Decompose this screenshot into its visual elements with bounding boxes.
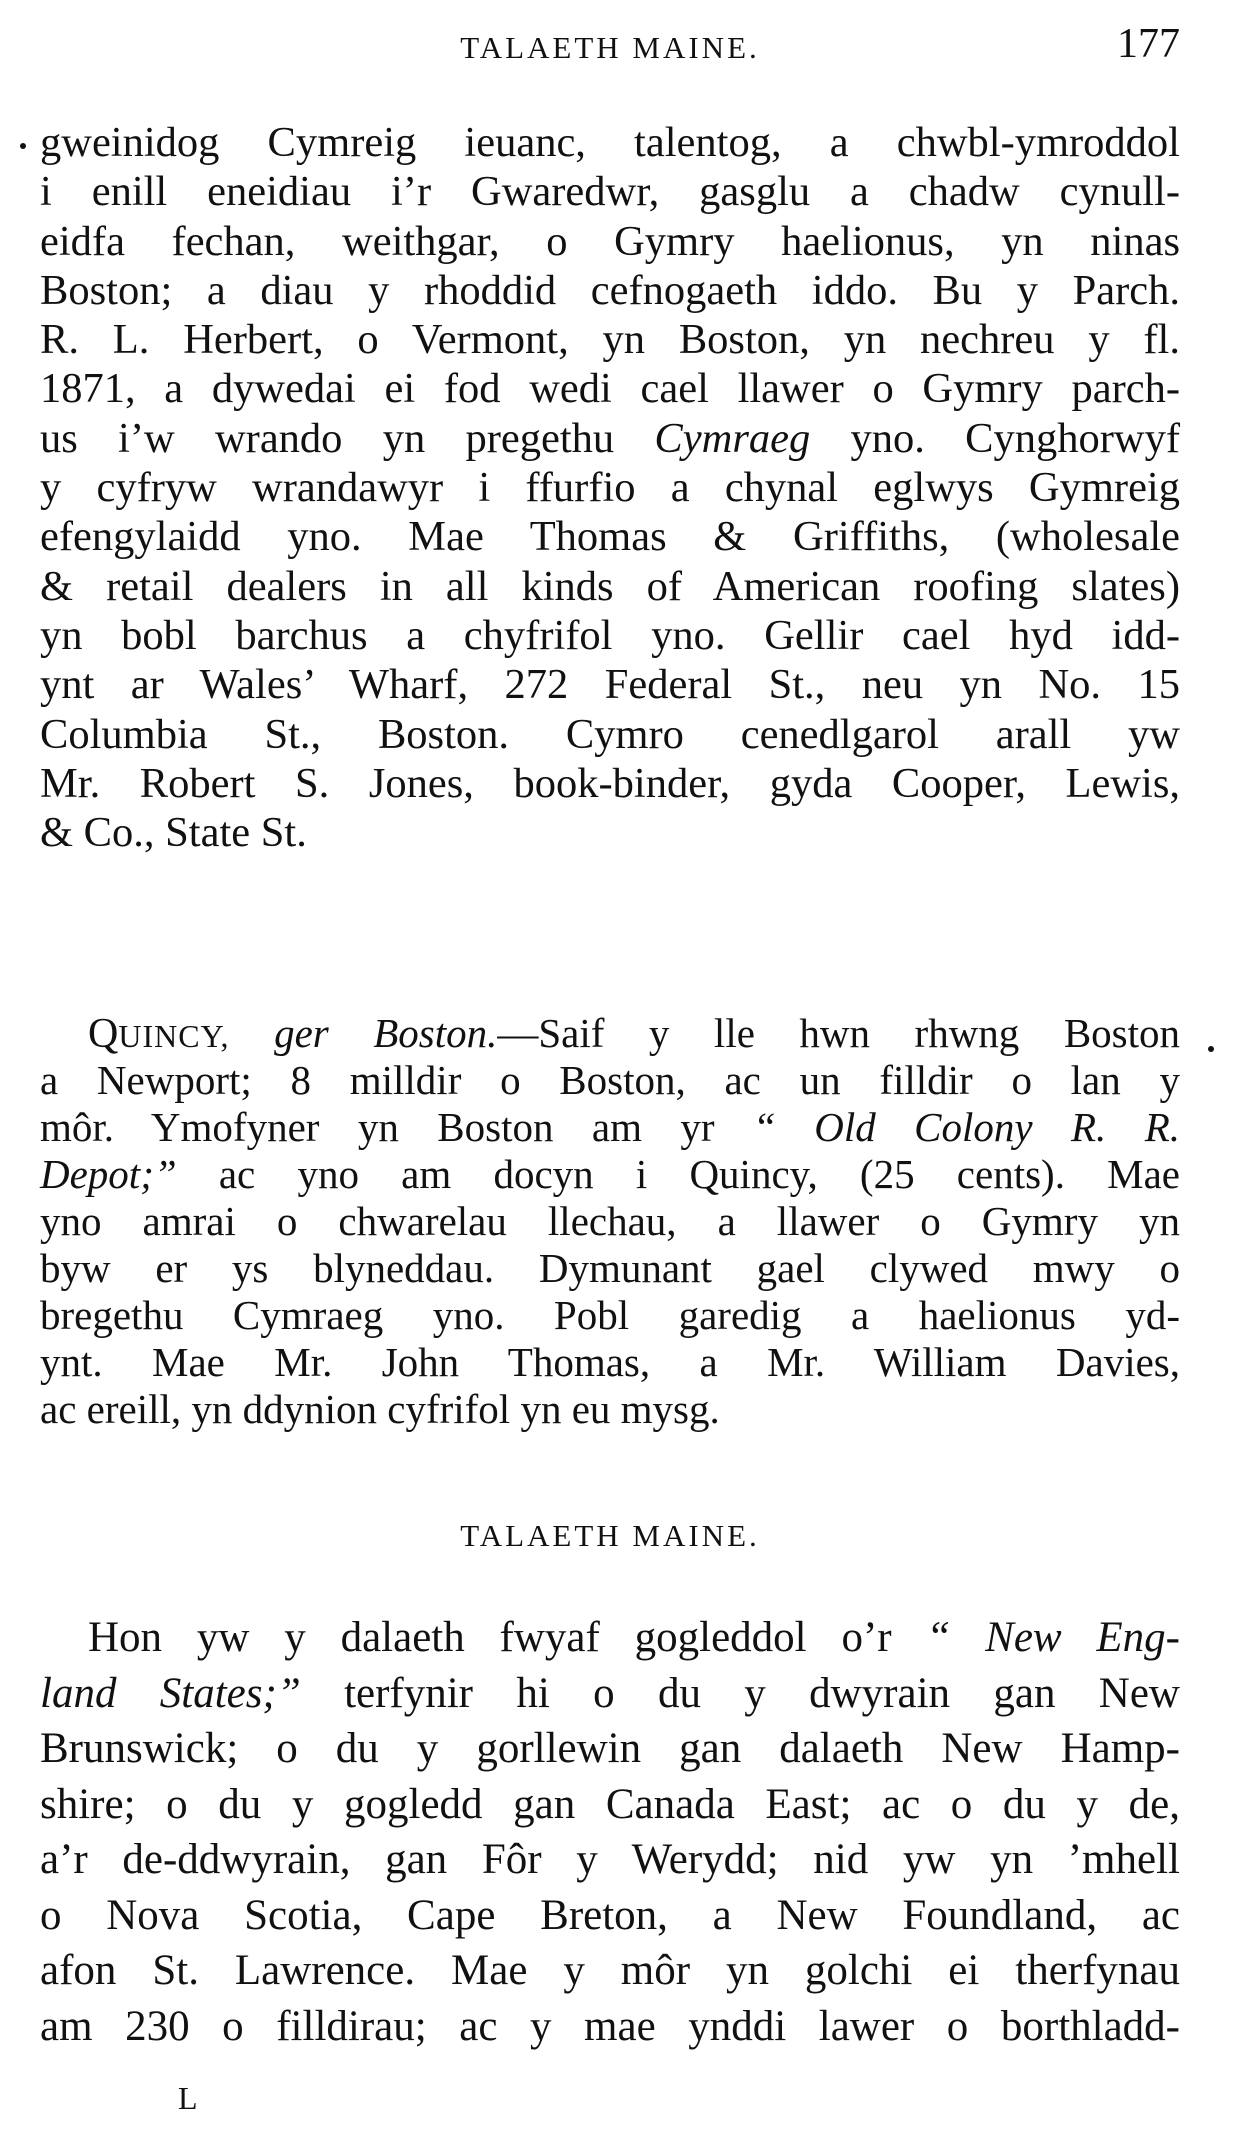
italic-run: ger Boston. [274,1010,498,1056]
italic-run: “ New Eng- [926,1614,1180,1661]
italic-run: Depot;” [40,1151,177,1197]
text-line: byw er ys blyneddau. Dymunant gael clywed mwy o [40,1245,1180,1291]
text-line: ynt ar Wales’ Wharf, 272 Federal St., neu yn No. 15 [40,661,1180,709]
text-line [40,1610,1180,1666]
section-heading: TALAETH MAINE. [460,1518,760,1553]
italic-run: land States;” [40,1669,301,1717]
text-line [40,1104,1180,1151]
place-name-initial: Q [88,1011,119,1057]
text-run: môr. Ymofyner yn Boston am yr [40,1104,753,1150]
text-line [40,1666,1180,1722]
signature-mark: L [178,2080,198,2116]
text-line: ynt. Mae Mr. John Thomas, a Mr. William Davies, [40,1339,1180,1385]
text-line: bregethu Cymraeg yno. Pobl garedig a haelionus yd- [40,1292,1180,1338]
paragraph-maine [40,1610,1180,2054]
text-line: & retail dealers in all kinds of American roofing slates) [40,562,1180,610]
page-number: 177 [1117,21,1180,67]
text-run: terfynir hi o du y dwyrain gan New [300,1669,1180,1717]
text-line: & Co., State St. [40,809,307,857]
text-line: Boston; a diau y rhoddid cefnogaeth iddo. Bu y Parch. [40,266,1180,314]
text-line: efengylaidd yno. Mae Thomas & Griffiths, (wholesale [40,513,1180,561]
text-line [40,1010,1180,1057]
text-line [40,1151,1180,1198]
text-line: y cyfryw wrandawyr i ffurfio a chynal eglwys Gymreig [40,464,1180,512]
text-run: —Saif y lle hwn rhwng Boston [497,1010,1181,1056]
text-run: Hon yw y dalaeth fwyaf gogleddol o’r [88,1614,927,1661]
text-line: 1871, a dywedai ei fod wedi cael llawer o Gymry parch- [40,365,1180,413]
text-line: Mr. Robert S. Jones, book-binder, gyda Cooper, Lewis, [40,759,1180,807]
paragraph-boston [40,118,1180,857]
paragraph-quincy [40,1010,1180,1433]
text-line: o Nova Scotia, Cape Breton, a New Foundland, ac [40,1891,1180,1939]
text-line: a Newport; 8 milldir o Boston, ac un filldir o lan y [40,1057,1180,1103]
text-line: gweinidog Cymreig ieuanc, talentog, a chwbl-ymroddol [40,119,1180,166]
text-line: ac ereill, yn ddynion cyfrifol yn eu mysg. [40,1386,720,1432]
text-line: i enill eneidiau i’r Gwaredwr, gasglu a chadw cynull- [40,168,1180,216]
text-run: ac yno am docyn i Quincy, (25 cents). Mae [176,1151,1180,1197]
text-line: yno amrai o chwarelau llechau, a llawer o Gymry yn [40,1198,1180,1244]
text-run: yno. Cynghorwyf [810,414,1180,462]
running-head: TALAETH MAINE. [460,30,760,65]
text-line [40,414,1180,463]
place-name-smallcaps: UINCY, [118,1018,230,1054]
italic-run: “ Old Colony R. R. [752,1104,1180,1150]
page-header [40,18,1180,68]
text-line: Columbia St., Boston. Cymro cenedlgarol arall yw [40,710,1180,758]
text-run: us i’w wrando yn pregethu [40,414,655,462]
margin-dot [1208,1046,1214,1052]
italic-run: Cymraeg [654,414,811,462]
text-line: a’r de-ddwyrain, gan Fôr y Werydd; nid yw yn ’mhell [40,1836,1180,1883]
margin-dot [20,143,26,149]
text-line: yn bobl barchus a chyfrifol yno. Gellir cael hyd idd- [40,611,1180,659]
text-line: am 230 o filldirau; ac y mae ynddi lawer o borthladd- [40,2002,1180,2050]
text-line: R. L. Herbert, o Vermont, yn Boston, yn nechreu y fl. [40,316,1180,364]
text-line: eidfa fechan, weithgar, o Gymry haelionus, yn ninas [40,217,1180,265]
text-line: shire; o du y gogledd gan Canada East; ac o du y de, [40,1780,1180,1828]
text-line: Brunswick; o du y gorllewin gan dalaeth New Hamp- [40,1725,1180,1772]
text-line: afon St. Lawrence. Mae y môr yn golchi ei therfynau [40,1947,1180,1994]
